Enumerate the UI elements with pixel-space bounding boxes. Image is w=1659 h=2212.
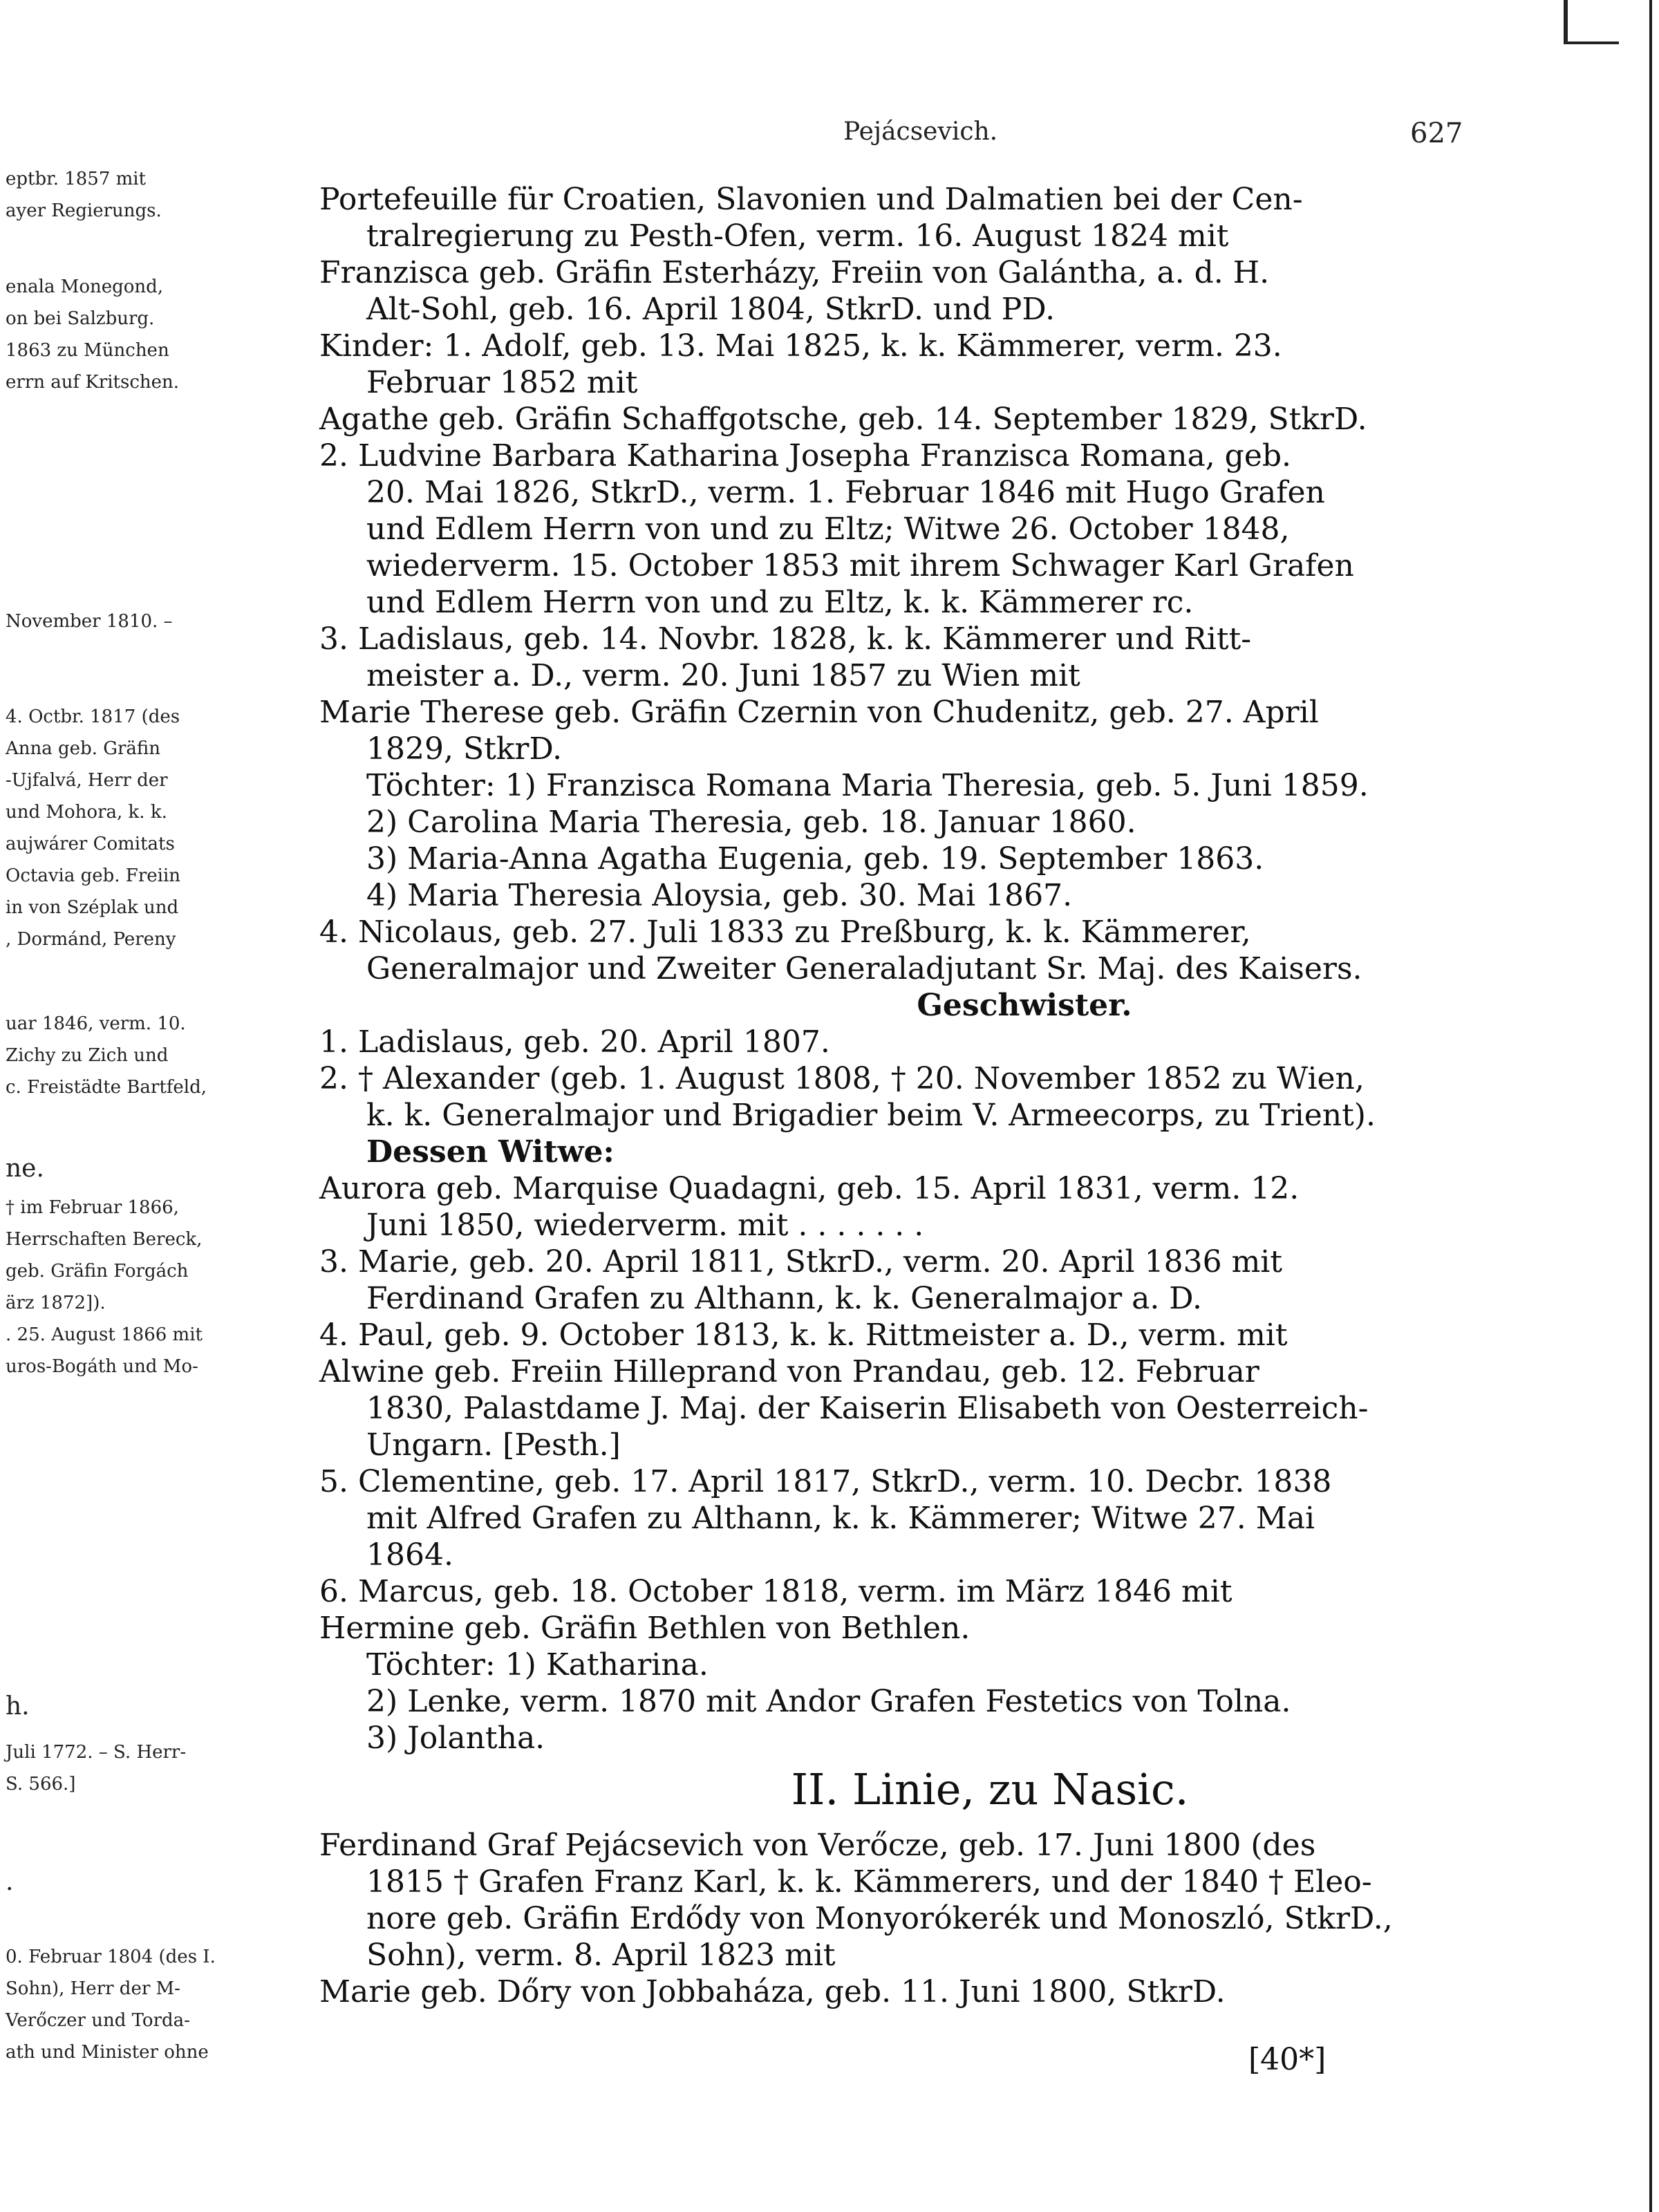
- text-line: 20. Mai 1826, StkrD., verm. 1. Februar 1846 mit Hugo Grafen: [366, 475, 1325, 510]
- text-line: Juni 1850, wiederverm. mit . . . . . . .: [366, 1208, 924, 1243]
- left-fragment: in von Széplak und: [6, 897, 179, 918]
- text-line: 5. Clementine, geb. 17. April 1817, StkrD., verm. 10. Decbr. 1838: [319, 1464, 1332, 1499]
- left-fragment: ärz 1872]).: [6, 1293, 106, 1313]
- left-fragment: und Mohora, k. k.: [6, 802, 167, 823]
- text-line: 1829, StkrD.: [366, 731, 563, 767]
- text-line: 1. Ladislaus, geb. 20. April 1807.: [319, 1024, 830, 1060]
- text-line: mit Alfred Grafen zu Althann, k. k. Kämmerer; Witwe 27. Mai: [366, 1501, 1315, 1536]
- left-fragment: Verőczer und Torda-: [6, 2010, 190, 2031]
- text-line: Marie geb. Dőry von Jobbaháza, geb. 11. Juni 1800, StkrD.: [319, 1974, 1226, 2009]
- corner-mark: [1564, 0, 1568, 43]
- left-fragment: -Ujfalvá, Herr der: [6, 770, 168, 791]
- text-line: tralregierung zu Pesth-Ofen, verm. 16. August 1824 mit: [366, 218, 1229, 254]
- text-line: 2. Ludvine Barbara Katharina Josepha Franzisca Romana, geb.: [319, 438, 1292, 474]
- text-line: 3) Maria-Anna Agatha Eugenia, geb. 19. September 1863.: [366, 841, 1264, 877]
- left-fragment: . 25. August 1866 mit: [6, 1324, 203, 1345]
- text-line: Töchter: 1) Franzisca Romana Maria Theresia, geb. 5. Juni 1859.: [366, 768, 1369, 803]
- corner-mark-horizontal: [1564, 41, 1619, 44]
- left-page-fragments: [0, 0, 228, 2212]
- text-line: 4. Nicolaus, geb. 27. Juli 1833 zu Preßburg, k. k. Kämmerer,: [319, 915, 1251, 950]
- left-fragment: 0. Februar 1804 (des I.: [6, 1947, 216, 1967]
- text-line: Aurora geb. Marquise Quadagni, geb. 15. April 1831, verm. 12.: [319, 1171, 1300, 1206]
- subheading-witwe: Dessen Witwe:: [366, 1134, 615, 1170]
- text-line: und Edlem Herrn von und zu Eltz; Witwe 26. October 1848,: [366, 512, 1290, 547]
- left-fragment: ath und Minister ohne: [6, 2042, 209, 2063]
- page-edge: [1649, 0, 1652, 2212]
- left-fragment: .: [6, 1868, 14, 1896]
- signature-mark: [40*]: [1248, 2042, 1327, 2077]
- left-fragment: eptbr. 1857 mit: [6, 169, 147, 189]
- text-line: nore geb. Gräfin Erdődy von Monyorókerék und Monoszló, StkrD.,: [366, 1901, 1393, 1936]
- left-fragment: uar 1846, verm. 10.: [6, 1013, 186, 1034]
- text-line: 1864.: [366, 1537, 453, 1573]
- text-line: Alt-Sohl, geb. 16. April 1804, StkrD. und PD.: [366, 292, 1056, 327]
- left-fragment: Anna geb. Gräfin: [6, 738, 161, 759]
- left-fragment: errn auf Kritschen.: [6, 372, 180, 393]
- left-fragment: 1863 zu München: [6, 340, 169, 361]
- left-fragment: ne.: [6, 1154, 44, 1183]
- text-line: Töchter: 1) Katharina.: [366, 1647, 709, 1683]
- text-line: 1815 † Grafen Franz Karl, k. k. Kämmerers, und der 1840 † Eleo-: [366, 1864, 1372, 1900]
- text-line: meister a. D., verm. 20. Juni 1857 zu Wien mit: [366, 658, 1080, 693]
- left-fragment: Octavia geb. Freiin: [6, 865, 181, 886]
- left-fragment: Juli 1772. – S. Herr-: [6, 1742, 187, 1763]
- text-line: Ferdinand Grafen zu Althann, k. k. Generalmajor a. D.: [366, 1281, 1202, 1316]
- page-number: 627: [1410, 118, 1463, 149]
- left-fragment: , Dormánd, Pereny: [6, 929, 176, 950]
- left-fragment: c. Freistädte Bartfeld,: [6, 1077, 207, 1098]
- text-line: 3) Jolantha.: [366, 1721, 545, 1756]
- text-line: 3. Ladislaus, geb. 14. Novbr. 1828, k. k. Kämmerer und Ritt-: [319, 621, 1252, 657]
- text-line: k. k. Generalmajor und Brigadier beim V. Armeecorps, zu Trient).: [366, 1098, 1376, 1133]
- left-fragment: Herrschaften Bereck,: [6, 1229, 203, 1250]
- left-fragment: November 1810. –: [6, 611, 173, 632]
- left-fragment: aujwárer Comitats: [6, 834, 175, 854]
- text-line: Marie Therese geb. Gräfin Czernin von Chudenitz, geb. 27. April: [319, 695, 1319, 730]
- text-line: 4. Paul, geb. 9. October 1813, k. k. Rittmeister a. D., verm. mit: [319, 1318, 1288, 1353]
- text-line: 2) Lenke, verm. 1870 mit Andor Grafen Festetics von Tolna.: [366, 1684, 1291, 1719]
- text-line: Alwine geb. Freiin Hilleprand von Prandau, geb. 12. Februar: [319, 1354, 1259, 1389]
- left-fragment: 4. Octbr. 1817 (des: [6, 706, 180, 727]
- text-line: Ungarn. [Pesth.]: [366, 1427, 621, 1463]
- text-line: Ferdinand Graf Pejácsevich von Verőcze, geb. 17. Juni 1800 (des: [319, 1828, 1316, 1863]
- left-fragment: S. 566.]: [6, 1774, 76, 1794]
- text-line: 3. Marie, geb. 20. April 1811, StkrD., verm. 20. April 1836 mit: [319, 1244, 1283, 1280]
- text-line: 6. Marcus, geb. 18. October 1818, verm. im März 1846 mit: [319, 1574, 1232, 1609]
- text-line: wiederverm. 15. October 1853 mit ihrem Schwager Karl Grafen: [366, 548, 1354, 583]
- left-fragment: Zichy zu Zich und: [6, 1045, 169, 1066]
- text-line: 2) Carolina Maria Theresia, geb. 18. Januar 1860.: [366, 805, 1136, 840]
- left-fragment: Sohn), Herr der M-: [6, 1978, 180, 1999]
- running-head: Pejácsevich.: [843, 118, 998, 146]
- section-heading: II. Linie, zu Nasic.: [791, 1764, 1189, 1815]
- main-text: [319, 181, 1508, 2010]
- left-fragment: geb. Gräfin Forgách: [6, 1261, 189, 1282]
- left-fragment: uros-Bogáth und Mo-: [6, 1356, 198, 1377]
- text-line: 1830, Palastdame J. Maj. der Kaiserin Elisabeth von Oesterreich-: [366, 1391, 1369, 1426]
- text-line: Franzisca geb. Gräfin Esterházy, Freiin von Galántha, a. d. H.: [319, 255, 1270, 290]
- text-line: Sohn), verm. 8. April 1823 mit: [366, 1938, 836, 1973]
- subheading-geschwister: Geschwister.: [917, 988, 1132, 1023]
- left-fragment: enala Monegond,: [6, 276, 164, 297]
- text-line: und Edlem Herrn von und zu Eltz, k. k. Kämmerer rc.: [366, 585, 1194, 620]
- text-line: Agathe geb. Gräfin Schaffgotsche, geb. 14. September 1829, StkrD.: [319, 402, 1367, 437]
- text-line: Generalmajor und Zweiter Generaladjutant Sr. Maj. des Kaisers.: [366, 951, 1362, 986]
- text-line: 2. † Alexander (geb. 1. August 1808, † 20. November 1852 zu Wien,: [319, 1061, 1365, 1096]
- text-line: Kinder: 1. Adolf, geb. 13. Mai 1825, k. k. Kämmerer, verm. 23.: [319, 328, 1282, 364]
- left-fragment: ayer Regierungs.: [6, 200, 162, 221]
- text-line: Hermine geb. Gräfin Bethlen von Bethlen.: [319, 1611, 971, 1646]
- text-line: Portefeuille für Croatien, Slavonien und Dalmatien bei der Cen-: [319, 182, 1303, 217]
- left-fragment: on bei Salzburg.: [6, 308, 155, 329]
- left-fragment: h.: [6, 1692, 30, 1721]
- text-line: Februar 1852 mit: [366, 365, 638, 400]
- text-line: 4) Maria Theresia Aloysia, geb. 30. Mai 1867.: [366, 878, 1073, 913]
- left-fragment: † im Februar 1866,: [6, 1197, 179, 1218]
